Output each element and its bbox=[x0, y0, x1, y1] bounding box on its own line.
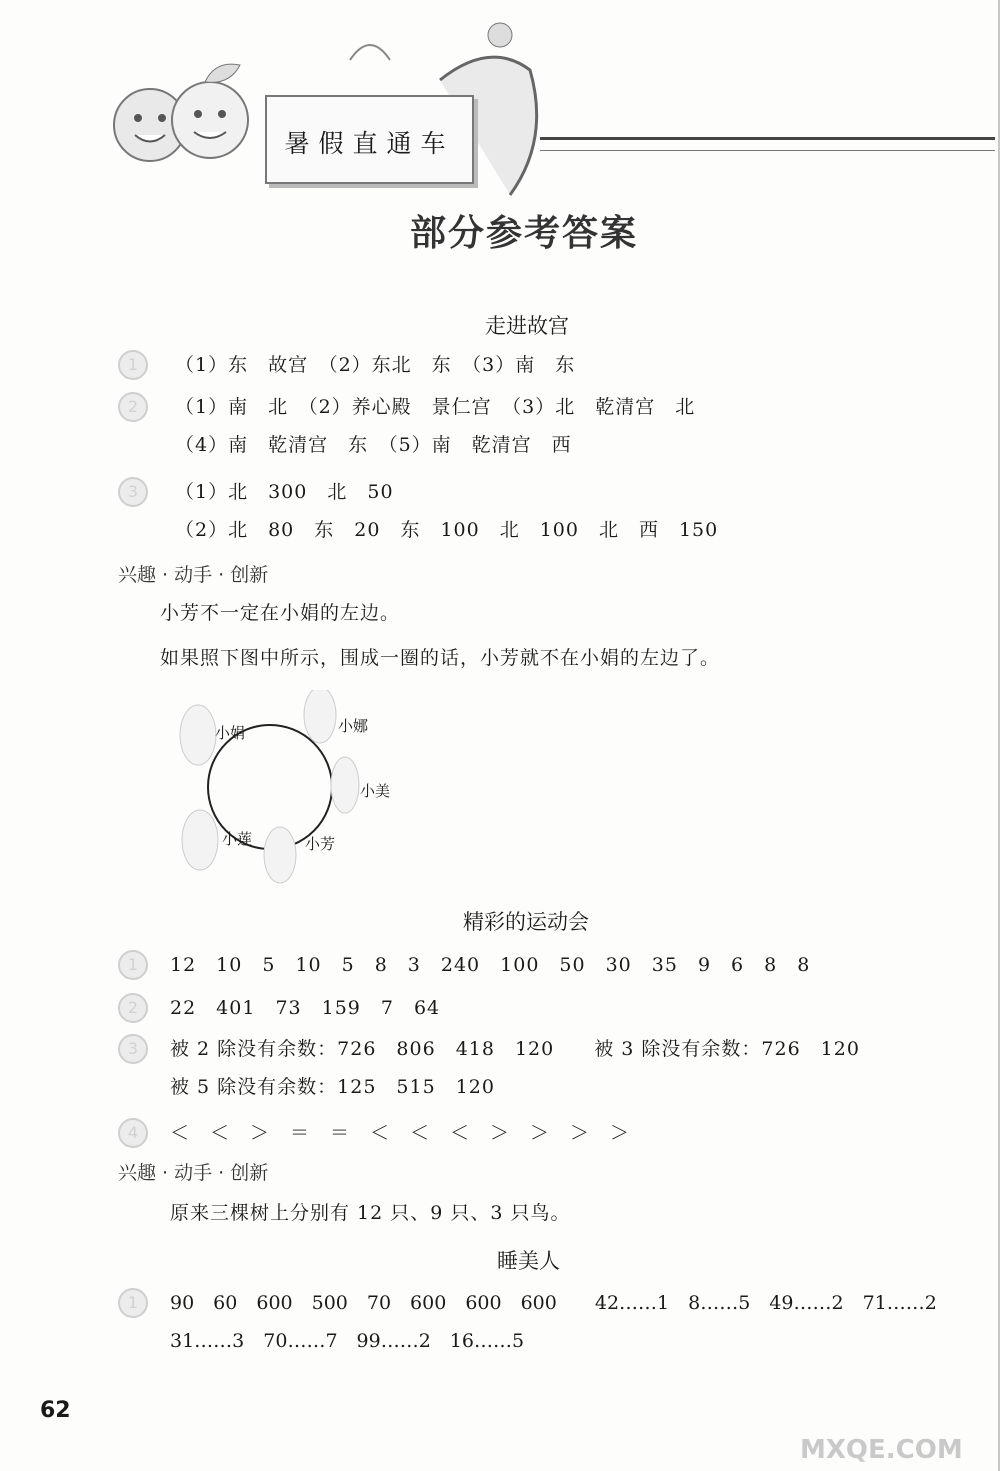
answer-line: ＜ ＜ ＞ ＝ ＝ ＜ ＜ ＜ ＞ ＞ ＞ ＞ bbox=[170, 1122, 631, 1144]
item-marker: 2 bbox=[118, 993, 148, 1023]
answer-line: 90 60 600 500 70 600 600 600 42……1 8……5 49……2 71……2 bbox=[170, 1292, 937, 1314]
activity-text: 小芳不一定在小娟的左边。 bbox=[160, 602, 401, 624]
header-rule bbox=[540, 137, 995, 151]
answer-line: 31……3 70……7 99……2 16……5 bbox=[170, 1330, 525, 1352]
figure-label: 小娟 bbox=[215, 724, 246, 742]
item-marker: 1 bbox=[118, 950, 148, 980]
answer-line: （4）南 乾清宫 东 （5）南 乾清宫 西 bbox=[175, 434, 572, 456]
figure-label: 小美 bbox=[360, 782, 391, 800]
activity-text: 原来三棵树上分别有 12 只、9 只、3 只鸟。 bbox=[170, 1202, 571, 1224]
cartoon-characters-icon bbox=[80, 20, 1000, 200]
section-title: 走进故宫 bbox=[485, 314, 569, 338]
section-title: 精彩的运动会 bbox=[463, 910, 589, 934]
section-title: 睡美人 bbox=[497, 1249, 560, 1273]
banner-box bbox=[265, 95, 474, 184]
page-heading: 部分参考答案 bbox=[410, 213, 639, 254]
item-marker: 2 bbox=[118, 392, 148, 422]
watermark: MXQE.COM bbox=[800, 1435, 963, 1465]
item-marker: 1 bbox=[118, 1288, 148, 1318]
banner-text: 暑假直通车 bbox=[284, 129, 455, 158]
activity-text: 如果照下图中所示，围成一圈的话，小芳就不在小娟的左边了。 bbox=[160, 647, 721, 669]
answer-line: （1）北 300 北 50 bbox=[175, 481, 394, 503]
answer-line: 12 10 5 10 5 8 3 240 100 50 30 35 9 6 8 8 bbox=[170, 954, 811, 976]
item-marker: 3 bbox=[118, 477, 148, 507]
figure-label: 小芳 bbox=[305, 835, 336, 853]
item-marker: 3 bbox=[118, 1034, 148, 1064]
answer-line: （1）东 故宫 （2）东北 东 （3）南 东 bbox=[175, 354, 576, 376]
item-marker: 1 bbox=[118, 350, 148, 380]
activity-label: 兴趣 · 动手 · 创新 bbox=[118, 1162, 269, 1184]
figure-label: 小娜 bbox=[338, 717, 369, 735]
header-illustration bbox=[80, 20, 1000, 200]
answer-line: 22 401 73 159 7 64 bbox=[170, 997, 441, 1019]
item-marker: 4 bbox=[118, 1118, 148, 1148]
circle-diagram-icon bbox=[160, 690, 480, 900]
answer-line: 被 5 除没有余数：125 515 120 bbox=[170, 1076, 495, 1098]
answer-line: （2）北 80 东 20 东 100 北 100 北 西 150 bbox=[175, 519, 719, 541]
figure-label: 小莲 bbox=[222, 830, 253, 848]
page-number: 62 bbox=[40, 1398, 71, 1423]
answer-line: 被 2 除没有余数：726 806 418 120 被 3 除没有余数：726 120 bbox=[170, 1038, 860, 1060]
activity-label: 兴趣 · 动手 · 创新 bbox=[118, 564, 269, 586]
answer-line: （1）南 北 （2）养心殿 景仁宫 （3）北 乾清宫 北 bbox=[175, 396, 696, 418]
circle-figure bbox=[160, 690, 480, 900]
